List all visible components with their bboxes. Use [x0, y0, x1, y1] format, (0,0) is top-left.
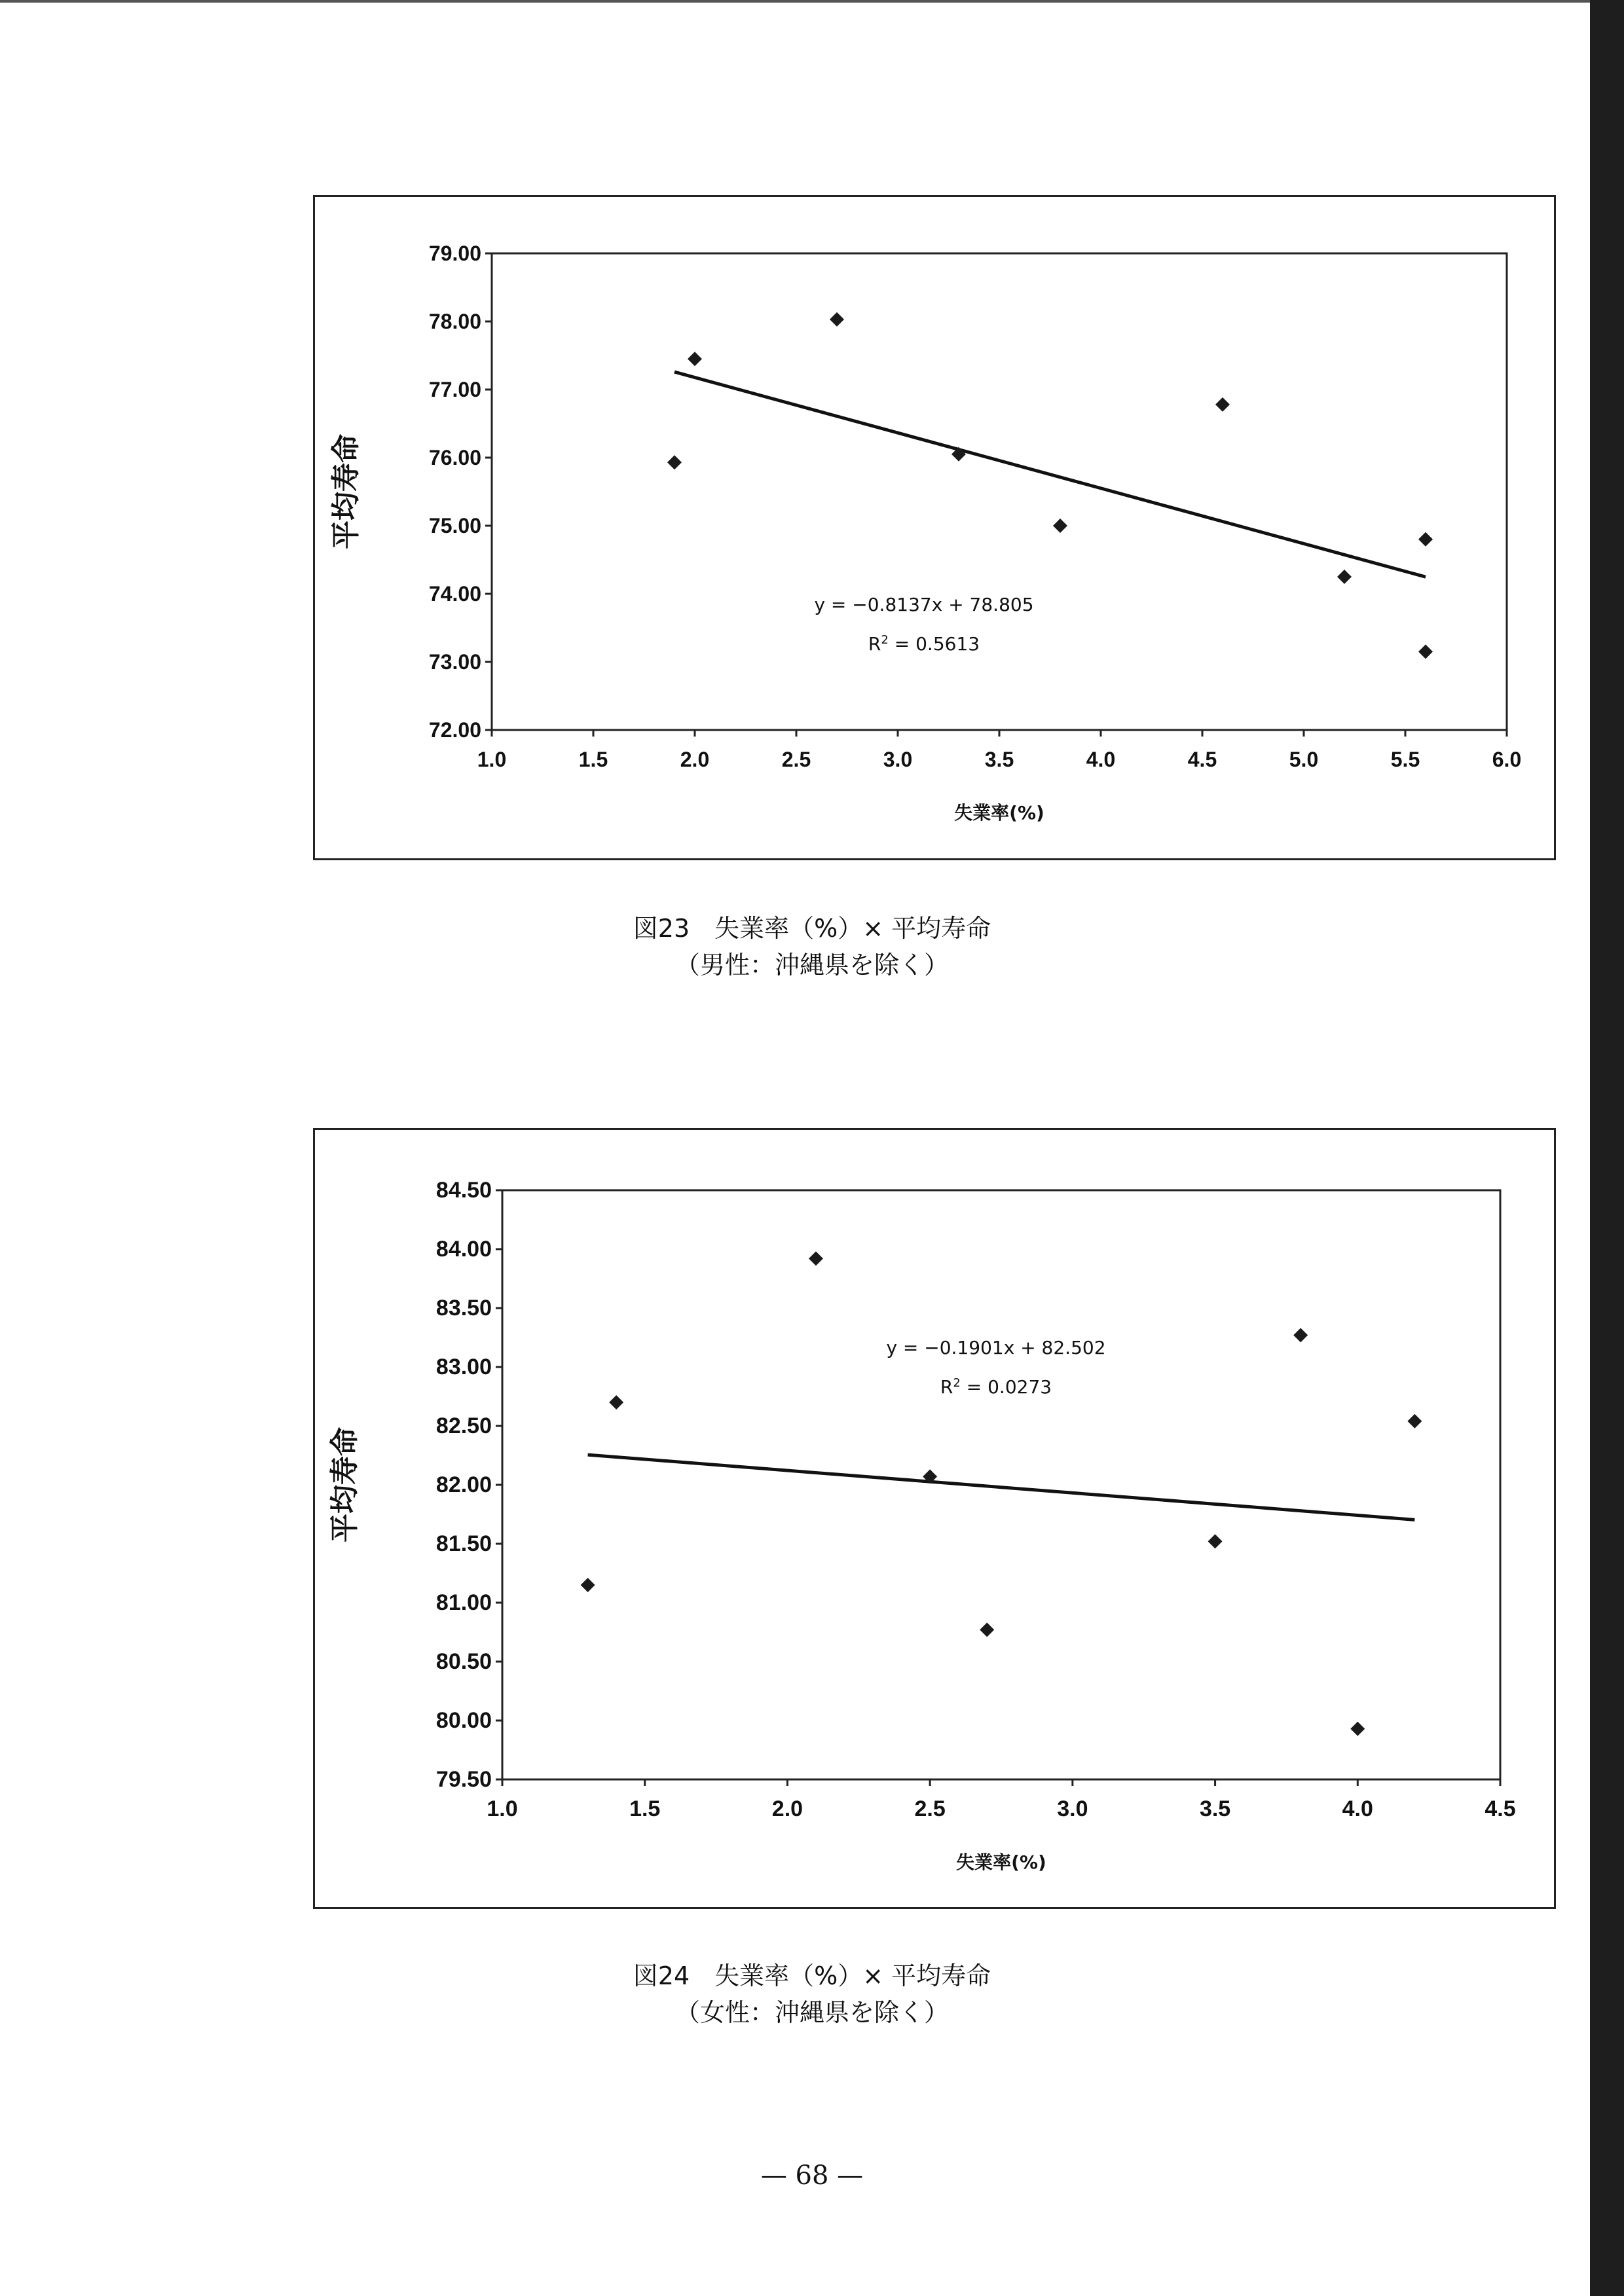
y-tick-label: 80.00 [435, 1708, 492, 1733]
x-tick-label: 2.0 [680, 748, 710, 771]
y-tick-label: 83.00 [435, 1355, 492, 1379]
scan-edge-right [1590, 0, 1624, 2296]
y-tick-label: 75.00 [428, 514, 481, 538]
x-tick-label: 1.5 [629, 1796, 661, 1821]
x-tick-label: 2.5 [914, 1796, 946, 1821]
x-tick-label: 1.0 [487, 1796, 518, 1821]
x-tick-label: 4.5 [1485, 1796, 1516, 1821]
x-tick-label: 3.5 [1199, 1796, 1231, 1821]
caption-subtitle: （女性：沖縄県を除く） [674, 1998, 949, 2027]
scatter-chart-female [315, 1130, 1554, 1907]
y-tick-label: 77.00 [428, 378, 481, 401]
y-tick-label: 81.00 [435, 1590, 492, 1615]
y-tick-label: 83.50 [435, 1296, 492, 1321]
r-squared-label: $R^2 = 0.5613$ [868, 632, 980, 655]
x-tick-label: 2.5 [781, 748, 811, 771]
figure-caption-female [0, 1958, 1624, 2031]
y-tick-label: 74.00 [428, 582, 481, 606]
x-tick-label: 3.5 [984, 748, 1014, 771]
x-tick-label: 5.5 [1390, 748, 1420, 771]
y-tick-label: 84.50 [435, 1178, 492, 1203]
x-tick-label: 3.0 [1057, 1796, 1088, 1821]
x-tick-label: 1.5 [578, 748, 608, 771]
chart-frame-female [313, 1128, 1556, 1909]
x-tick-label: 4.0 [1086, 748, 1116, 771]
y-tick-label: 79.00 [428, 242, 481, 265]
y-tick-label: 82.00 [435, 1472, 492, 1497]
figure-caption-male [0, 910, 1624, 983]
plot-area [502, 1190, 1500, 1779]
y-tick-label: 80.50 [435, 1649, 492, 1674]
x-tick-label: 1.0 [477, 748, 507, 771]
trendline-equation: y = −0.8137x + 78.805 [814, 594, 1034, 615]
scatter-chart-male [315, 197, 1554, 858]
y-tick-label: 76.00 [428, 446, 481, 469]
r-squared-label: $R^2 = 0.0273$ [940, 1376, 1052, 1398]
y-tick-label: 73.00 [428, 650, 481, 674]
caption-subtitle: （男性：沖縄県を除く） [674, 951, 949, 979]
x-tick-label: 6.0 [1492, 748, 1522, 771]
x-axis-title: 失業率(%) [956, 1851, 1046, 1873]
y-tick-label: 82.50 [435, 1413, 492, 1438]
scan-edge-top [0, 0, 1624, 3]
x-tick-label: 4.5 [1187, 748, 1217, 771]
y-tick-label: 72.00 [428, 718, 481, 742]
y-axis-title: 平均寿命 [328, 1427, 361, 1542]
x-axis-title: 失業率(%) [954, 802, 1044, 824]
plot-area [492, 253, 1507, 730]
y-axis-title: 平均寿命 [329, 434, 363, 549]
chart-frame-male [313, 195, 1556, 860]
x-tick-label: 4.0 [1342, 1796, 1373, 1821]
caption-title: 図24 失業率（%）× 平均寿命 [633, 1961, 991, 1990]
x-tick-label: 5.0 [1289, 748, 1319, 771]
x-tick-label: 3.0 [883, 748, 913, 771]
y-tick-label: 78.00 [428, 310, 481, 333]
trendline-equation: y = −0.1901x + 82.502 [886, 1337, 1106, 1358]
page-number: — 68 — [760, 2160, 864, 2191]
x-tick-label: 2.0 [771, 1796, 803, 1821]
caption-title: 図23 失業率（%）× 平均寿命 [633, 914, 991, 943]
y-tick-label: 81.50 [435, 1531, 492, 1556]
y-tick-label: 84.00 [435, 1237, 492, 1262]
y-tick-label: 79.50 [435, 1767, 492, 1792]
